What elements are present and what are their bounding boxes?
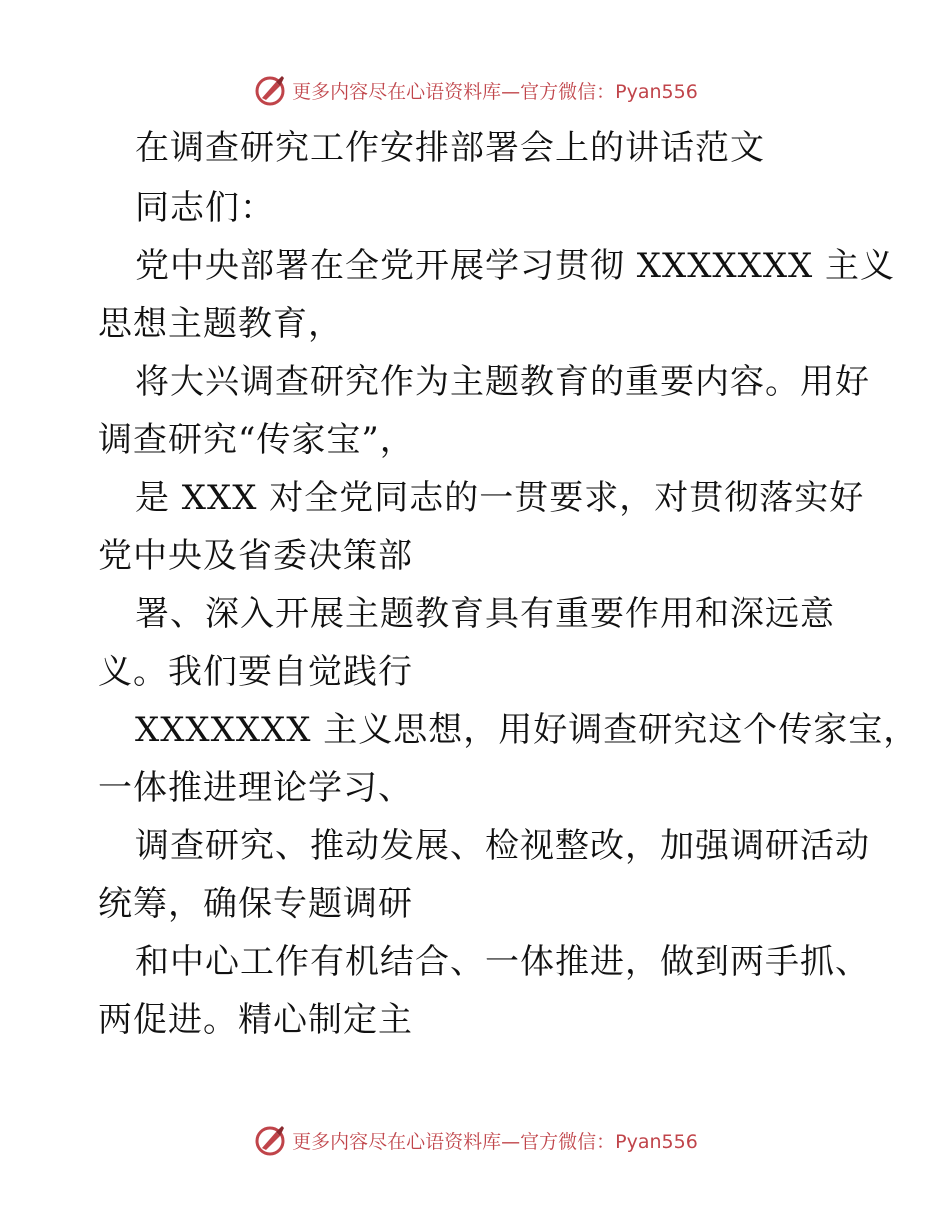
text-line: 调查研究、推动发展、检视整改，加强调研活动 — [135, 826, 870, 866]
text-line: 义。我们要自觉践行 — [98, 652, 413, 692]
text-line: 是 XXX 对全党同志的一贯要求，对贯彻落实好 — [135, 478, 865, 518]
header-watermark — [0, 70, 950, 110]
text-line: XXXXXXX 主义思想，用好调查研究这个传家宝， — [135, 710, 919, 750]
text-line: 两促进。精心制定主 — [98, 1000, 413, 1040]
text-line: 党中央及省委决策部 — [98, 536, 413, 576]
text-line: 调查研究“传家宝”， — [98, 420, 415, 460]
text-line: 党中央部署在全党开展学习贯彻 XXXXXXX 主义 — [135, 246, 896, 286]
pen-logo-icon — [252, 1122, 288, 1158]
watermark-text: 更多内容尽在心语资料库—官方微信：Pyan556 — [292, 80, 698, 103]
salutation: 同志们： — [135, 188, 275, 228]
text-line: 统筹，确保专题调研 — [98, 884, 413, 924]
pen-logo-icon — [252, 72, 288, 108]
text-line: 将大兴调查研究作为主题教育的重要内容。用好 — [135, 362, 870, 402]
text-line: 思想主题教育， — [98, 304, 343, 344]
text-line: 和中心工作有机结合、一体推进，做到两手抓、 — [135, 942, 870, 982]
text-line: 一体推进理论学习、 — [98, 768, 413, 808]
document-title: 在调查研究工作安排部署会上的讲话范文 — [135, 128, 765, 168]
watermark-text: 更多内容尽在心语资料库—官方微信：Pyan556 — [292, 1130, 698, 1153]
footer-watermark — [0, 1120, 950, 1160]
text-line: 署、深入开展主题教育具有重要作用和深远意 — [135, 594, 835, 634]
